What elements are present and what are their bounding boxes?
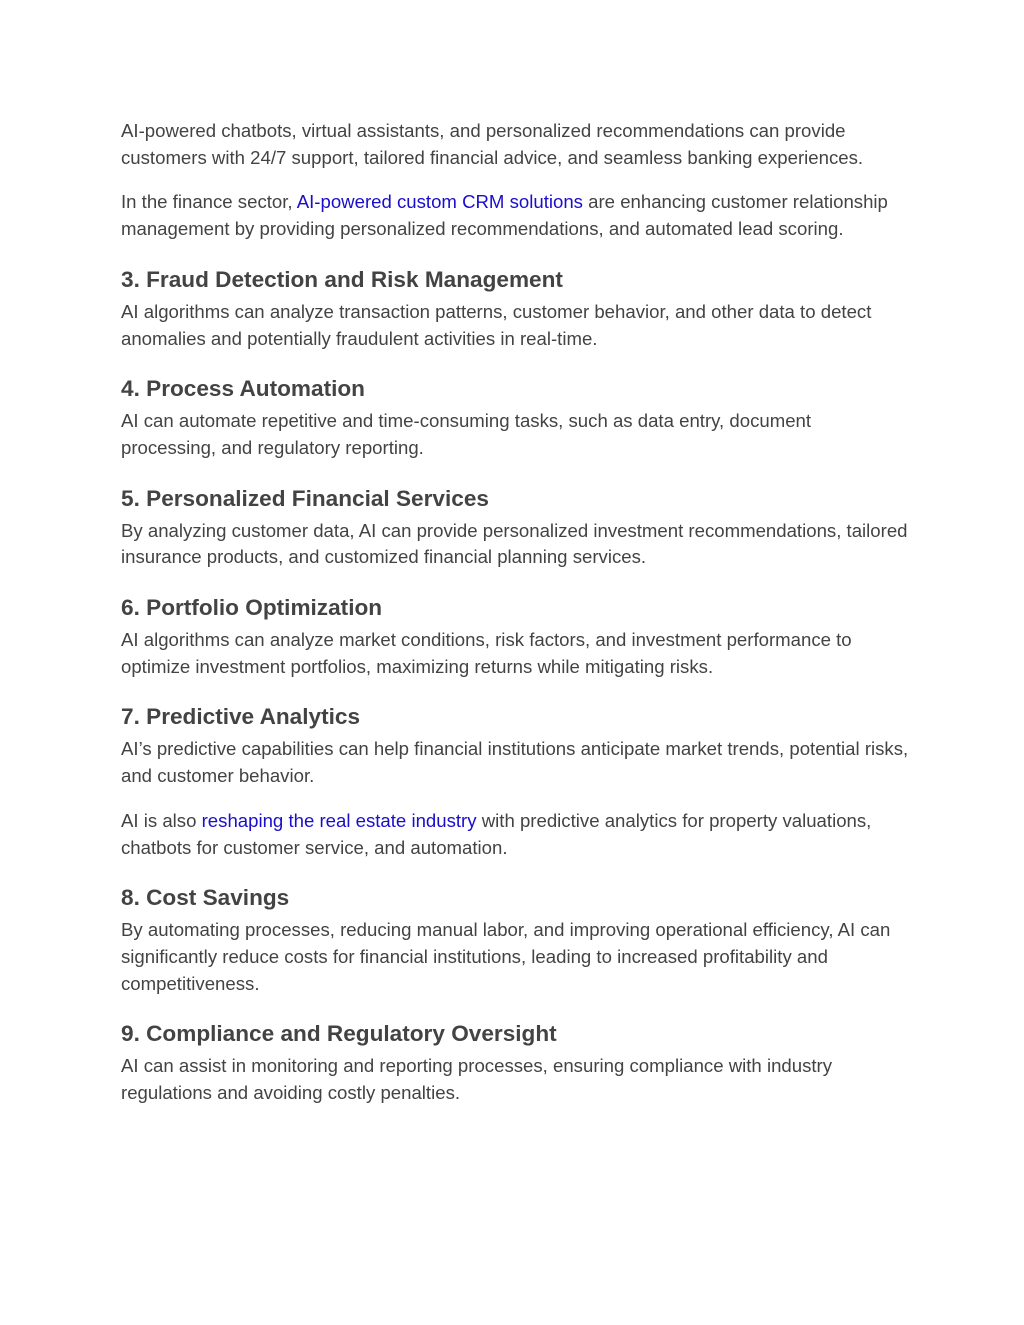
section-heading: 3. Fraud Detection and Risk Management [121,266,563,292]
section-body: By automating processes, reducing manual labor, and improving operational efficiency, AI can significantly reduce costs for financial institutions, leading to increased profitability and competitiveness. [121,919,891,994]
section-compliance [121,1019,911,1106]
section-heading: 4. Process Automation [121,376,365,402]
section-cost-savings [121,883,911,997]
section-body: AI algorithms can analyze transaction patterns, customer behavior, and other data to detect anomalies and potentially fraudulent activities in real-time. [121,300,872,349]
section-portfolio-optimization [121,593,911,680]
section-process-automation [121,374,911,461]
section-personalized-services [121,484,911,571]
intro-paragraph: AI-powered chatbots, virtual assistants, and personalized recommendations can provide customers with 24/7 support, tailored financial advice, and seamless banking experiences. [121,120,864,168]
section-heading: 7. Predictive Analytics [121,704,361,730]
real-estate-text-before: AI is also [121,809,202,831]
section-fraud-detection [121,265,911,352]
crm-text-before: In the finance sector, [121,191,297,213]
section-heading: 9. Compliance and Regulatory Oversight [121,1021,557,1047]
document-page [121,118,911,1107]
section-body: AI’s predictive capabilities can help financial institutions anticipate market trends, potential risks, and customer behavior. [121,738,909,787]
section-heading: 5. Personalized Financial Services [121,485,489,511]
real-estate-paragraph [121,808,911,861]
section-heading: 6. Portfolio Optimization [121,595,383,621]
section-body: By analyzing customer data, AI can provide personalized investment recommendations, tailored insurance products, and customized financial planning services. [121,519,908,568]
real-estate-link[interactable]: reshaping the real estate industry [201,809,477,831]
real-estate-text-after: with predictive analytics for property valuations, chatbots for customer service, and automation. [121,809,872,858]
section-body: AI algorithms can analyze market conditions, risk factors, and investment performance to optimize investment portfolios, maximizing returns while mitigating risks. [121,629,852,677]
section-heading: 8. Cost Savings [121,885,290,911]
crm-paragraph [121,189,911,242]
crm-text-after: are enhancing customer relationship management by providing personalized recommendations, and automated lead scoring. [121,191,888,240]
section-body: AI can automate repetitive and time-consuming tasks, such as data entry, document processing, and regulatory reporting. [121,410,812,458]
section-predictive-analytics [121,702,911,861]
crm-solutions-link[interactable]: AI-powered custom CRM solutions [296,191,583,213]
section-body: AI can assist in monitoring and reporting processes, ensuring compliance with industry regulations and avoiding costly penalties. [121,1055,833,1104]
